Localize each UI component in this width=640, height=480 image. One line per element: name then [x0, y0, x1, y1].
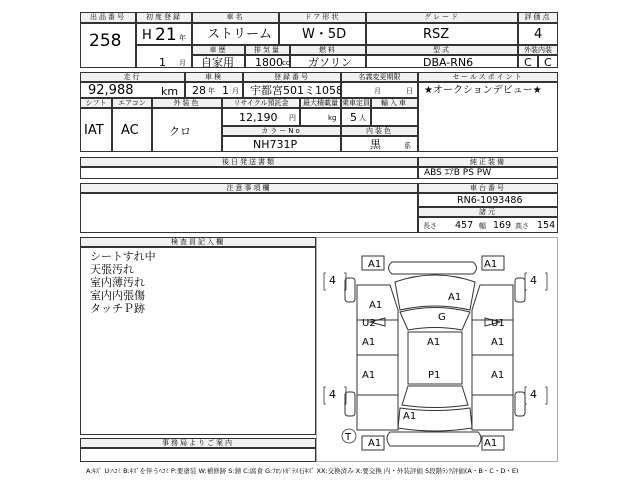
sales-point: ★オークションデビュー★: [424, 85, 542, 96]
recycle-label: リサイクル預託金: [222, 98, 300, 108]
color-no-cell: [222, 136, 341, 152]
tire-fl: 4: [329, 274, 336, 287]
inspector-note: 室内薄汚れ: [90, 276, 145, 289]
recycle: 12,190: [239, 111, 278, 124]
inspector-note: タッチＰ跡: [90, 302, 145, 315]
door-cell: [279, 23, 366, 45]
model-code-label: 型式: [366, 45, 518, 55]
plate-label: 登録番号: [243, 72, 341, 82]
mark-left-rear-upper: A1: [362, 337, 376, 348]
height-label: 高さ: [515, 222, 529, 230]
length-label: 長さ: [423, 222, 437, 230]
color-label: 外装色: [152, 98, 222, 108]
chassis: RN6-1093486: [457, 195, 523, 206]
notes-label: 注意事項欄: [80, 183, 418, 193]
width: 169: [493, 220, 512, 231]
insp-month-suffix: 月: [232, 87, 239, 95]
mark-front-left: A1: [368, 259, 382, 270]
shift-label: シフト: [80, 98, 112, 108]
shift-cell: [80, 108, 112, 152]
ext-grade-cell: [518, 55, 538, 68]
displacement-unit: cc: [282, 59, 290, 67]
recycle-cell: [222, 108, 300, 126]
mark-left-fender: A1: [369, 300, 383, 311]
recycle-unit: 円: [289, 114, 296, 122]
ac-label: エアコン: [112, 98, 152, 108]
height: 154: [537, 220, 556, 231]
title-change-label: 名義変更期限: [341, 72, 418, 82]
post-inspection-cell: [80, 167, 418, 179]
first-reg-month-cell: [136, 45, 192, 68]
model-code: DBA-RN6: [423, 56, 474, 69]
mark-roof: G: [438, 312, 446, 323]
mark-roof-rear: P1: [428, 370, 441, 381]
ac-cell: [112, 108, 152, 152]
import-cell: [371, 108, 418, 126]
mark-right-quarter: A1: [491, 370, 505, 381]
title-change-month: 月: [374, 87, 381, 95]
title-change-day: 日: [406, 87, 413, 95]
mark-rear-right: A1: [484, 438, 498, 449]
tire-rr: 4: [530, 388, 537, 401]
title-change-cell: [341, 82, 418, 98]
int-grade-cell: [538, 55, 558, 68]
fuel-label: 燃料: [290, 45, 366, 55]
ac: AC: [121, 123, 139, 138]
fuel: ガソリン: [308, 56, 352, 69]
first-reg-label: 初度登録: [136, 12, 192, 23]
capacity-label: 乗車定員: [342, 99, 370, 107]
mileage-cell: [80, 82, 185, 98]
shift: IAT: [84, 123, 104, 138]
grade-label: グレード: [366, 12, 518, 23]
mark-right-rear-upper: A1: [491, 337, 505, 348]
interior-color: 黒: [370, 138, 381, 151]
dims-cell: [418, 217, 558, 233]
mark-left-front-door: U2: [362, 318, 376, 329]
dims-label: 諸元: [418, 207, 558, 217]
plate: 宇都宮501ミ1058: [250, 84, 343, 97]
interior-color-label: 内装色: [341, 126, 418, 136]
notes-cell: [80, 193, 418, 233]
model-name: ストリーム: [207, 27, 273, 42]
mark-rear-gate: A1: [403, 411, 417, 422]
mark-hood: A1: [448, 292, 462, 303]
lot-no-cell: [80, 23, 136, 68]
inspection-label: 車検: [185, 72, 243, 82]
reg-year-suffix: 年: [179, 34, 186, 42]
ext-int-label: 外装内装: [518, 45, 558, 55]
inspector-cell: [80, 247, 316, 435]
mark-left-quarter: A1: [362, 370, 376, 381]
mark-trunk: T: [345, 432, 352, 443]
mark-right-front-door: U1: [491, 318, 505, 329]
reg-month-suffix: 月: [179, 59, 186, 67]
max-load-cell: [300, 108, 341, 126]
lot-no-label: 出品番号: [80, 12, 136, 23]
mileage: 92,988: [88, 83, 134, 98]
score-cell: [518, 23, 558, 45]
model-name-label: 車名: [192, 12, 279, 23]
interior-color-cell: [341, 136, 418, 152]
capacity-cell: [341, 108, 371, 126]
usage-cell: [192, 55, 245, 68]
grade-cell: [366, 23, 518, 45]
usage: 自家用: [201, 56, 234, 69]
inspector-note: 室内内張傷: [90, 289, 145, 302]
lot-no: 258: [89, 31, 122, 51]
color: クロ: [169, 125, 191, 138]
mark-rear-left: A1: [368, 438, 382, 449]
length: 457: [455, 220, 474, 231]
int-grade: C: [544, 56, 552, 69]
color-no: NH731P: [253, 138, 298, 151]
grade: RSZ: [423, 27, 450, 42]
mark-center-roof: A1: [427, 337, 441, 348]
interior-color-unit: 系: [404, 142, 411, 150]
inspector-label: 検査員記入欄: [80, 237, 316, 247]
capacity-unit: 人: [359, 114, 366, 122]
mileage-label: 走行: [80, 72, 185, 82]
tire-rl: 4: [329, 388, 336, 401]
options-label: 純正装備: [418, 157, 558, 167]
office-cell: [80, 448, 316, 462]
model-code-cell: [366, 55, 518, 68]
fuel-cell: [290, 55, 366, 68]
width-label: 幅: [479, 222, 486, 230]
max-load-label: 最大積載量: [300, 98, 341, 108]
insp-year: 28: [192, 84, 206, 97]
import-label: 輸入車: [371, 98, 418, 108]
inspector-note: 天張汚れ: [90, 263, 134, 276]
displacement-label: 排気量: [245, 45, 290, 55]
displacement-cell: [245, 55, 290, 68]
insp-month: 1: [222, 84, 229, 97]
post-inspection-label: 後日発送書類: [80, 157, 418, 167]
max-load-unit: kg: [328, 114, 337, 122]
options-cell: [418, 167, 558, 179]
mark-front-right: A1: [484, 259, 498, 270]
insp-year-suffix: 年: [208, 87, 215, 95]
plate-cell: [243, 82, 341, 98]
damage-diagram-frame: [316, 237, 558, 462]
color-cell: [152, 108, 222, 152]
options: ABS ｴｱB PS PW: [424, 168, 492, 178]
era: H: [142, 28, 152, 43]
ext-grade: C: [524, 56, 532, 69]
score: 4: [534, 27, 543, 42]
sales-point-label: セールスポイント: [418, 72, 558, 82]
mileage-unit: km: [161, 85, 179, 98]
door-label: ドア形状: [279, 12, 366, 23]
reg-year: 21: [155, 25, 177, 45]
score-label: 評価点: [518, 12, 558, 23]
reg-month: 1: [159, 56, 166, 69]
first-reg-year-cell: [136, 23, 192, 45]
model-name-cell: [192, 23, 279, 45]
displacement: 1800: [255, 56, 283, 69]
inspection-cell: [185, 82, 243, 98]
color-no-label: カラーNo: [222, 126, 341, 136]
legend: A:ｷｽﾞ U:ﾍｺﾐ B:ｷｽﾞを伴うﾍｺﾐ P:要塗装 W:補修跡 S:錆 C:腐食 G:ﾌﾛﾝﾄｶﾞﾗｽ石ｷｽﾞ XX:交換済み X:要交換 内・外装評価 5段階ﾗﾝｸ評価(A・B・C・D・E): [86, 467, 519, 475]
door: W・5D: [302, 27, 347, 42]
usage-label: 車歴: [192, 45, 245, 55]
chassis-cell: [418, 193, 558, 207]
sales-point-cell: [418, 82, 558, 152]
capacity: 5: [350, 111, 357, 124]
inspector-note: シートすれ中: [90, 250, 156, 263]
tire-fr: 4: [530, 274, 537, 287]
office-label: 事務局よりご案内: [80, 438, 316, 448]
chassis-label: 車台番号: [418, 183, 558, 193]
